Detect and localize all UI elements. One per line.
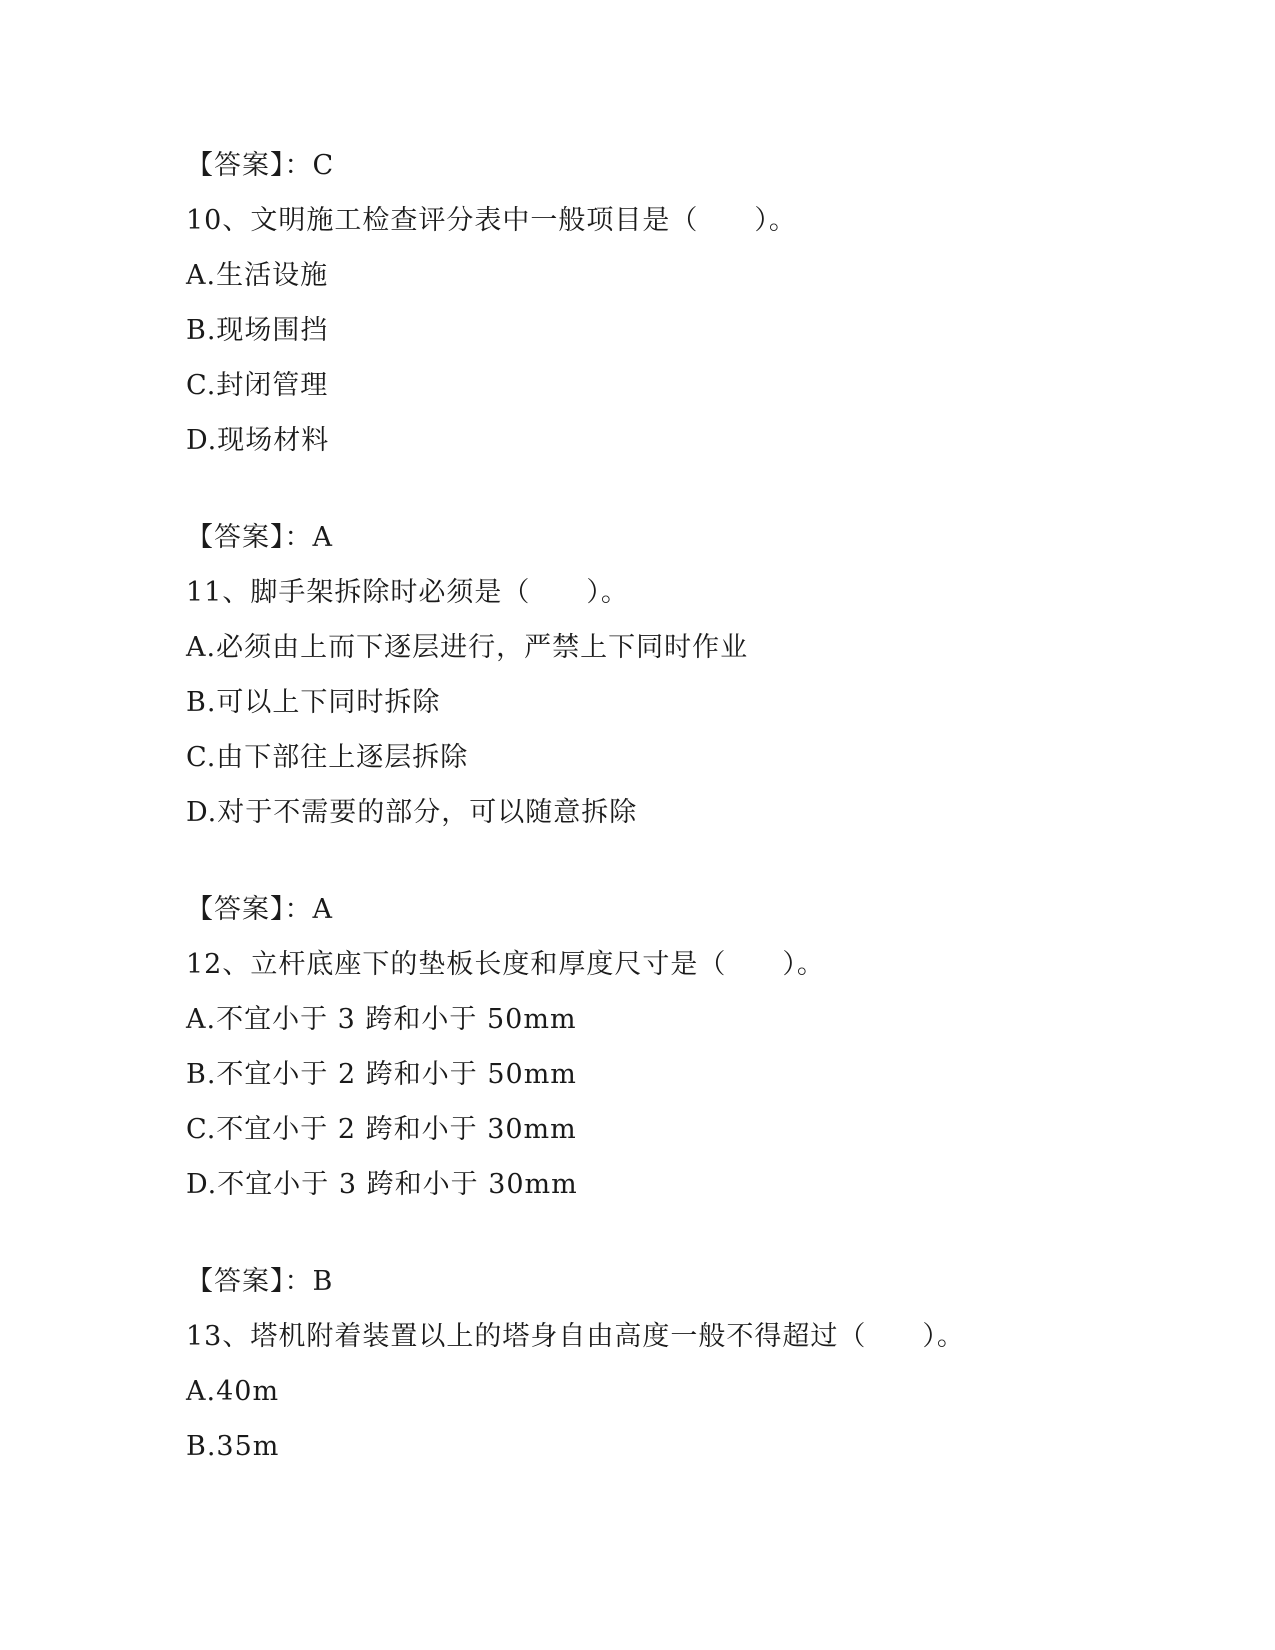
- answer-line: [186, 1264, 333, 1300]
- question-text: 12、立杆底座下的垫板长度和厚度尺寸是（ ）。: [186, 949, 825, 980]
- answer-value: A: [312, 894, 333, 925]
- answer-value: A: [312, 522, 333, 553]
- option-a: A.40m: [186, 1376, 280, 1407]
- answer-label: 【答案】：: [186, 1266, 313, 1297]
- option-d: D.对于不需要的部分，可以随意拆除: [186, 797, 638, 828]
- answer-value: B: [312, 1266, 334, 1297]
- question-text: 10、文明施工检查评分表中一般项目是（ ）。: [186, 205, 797, 236]
- option-b: B.现场围挡: [186, 315, 329, 346]
- option-d: D.不宜小于 3 跨和小于 30mm: [186, 1169, 578, 1200]
- option-b: B.35m: [186, 1431, 280, 1462]
- option-a: A.必须由上而下逐层进行，严禁上下同时作业: [186, 632, 749, 663]
- question-text: 13、塔机附着装置以上的塔身自由高度一般不得超过（ ）。: [186, 1321, 965, 1352]
- answer-line: [186, 520, 333, 556]
- option-c: C.不宜小于 2 跨和小于 30mm: [186, 1114, 577, 1145]
- option-a: A.生活设施: [186, 260, 329, 291]
- option-d: D.现场材料: [186, 425, 330, 456]
- option-c: C.封闭管理: [186, 370, 329, 401]
- answer-line: [186, 892, 333, 928]
- option-b: B.不宜小于 2 跨和小于 50mm: [186, 1059, 577, 1090]
- answer-label: 【答案】：: [186, 522, 313, 553]
- option-b: B.可以上下同时拆除: [186, 687, 441, 718]
- answer-label: 【答案】：: [186, 150, 313, 181]
- option-c: C.由下部往上逐层拆除: [186, 742, 469, 773]
- question-text: 11、脚手架拆除时必须是（ ）。: [186, 577, 629, 608]
- option-a: A.不宜小于 3 跨和小于 50mm: [186, 1004, 577, 1035]
- answer-label: 【答案】：: [186, 894, 313, 925]
- answer-value: C: [312, 150, 335, 181]
- answer-line: [186, 148, 334, 184]
